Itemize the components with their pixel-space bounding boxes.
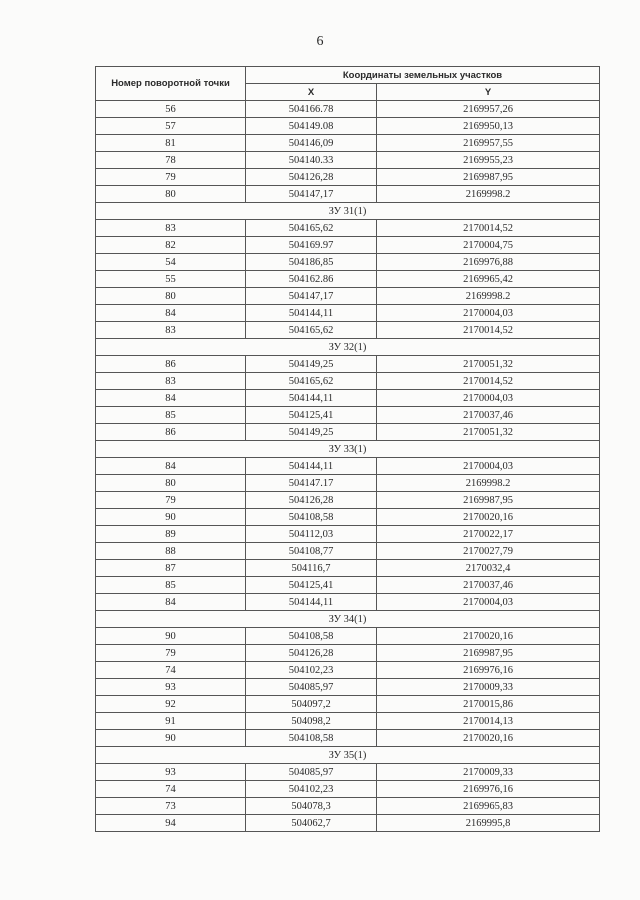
x-coordinate-cell: 504108,58 xyxy=(246,730,377,747)
y-coordinate-cell: 2169995,8 xyxy=(377,815,600,832)
x-coordinate-cell: 504149,25 xyxy=(246,424,377,441)
y-coordinate-cell: 2170027,79 xyxy=(377,543,600,560)
point-number-cell: 90 xyxy=(96,730,246,747)
x-coordinate-cell: 504078,3 xyxy=(246,798,377,815)
y-coordinate-cell: 2169955,23 xyxy=(377,152,600,169)
x-coordinate-cell: 504147,17 xyxy=(246,186,377,203)
y-column-header: Y xyxy=(377,84,600,101)
x-coordinate-cell: 504165,62 xyxy=(246,373,377,390)
table-row xyxy=(96,407,600,424)
y-coordinate-cell: 2170014,52 xyxy=(377,373,600,390)
y-coordinate-cell: 2170032,4 xyxy=(377,560,600,577)
x-coordinate-cell: 504085,97 xyxy=(246,679,377,696)
point-number-cell: 91 xyxy=(96,713,246,730)
point-number-cell: 79 xyxy=(96,169,246,186)
table-row xyxy=(96,577,600,594)
point-number-cell: 84 xyxy=(96,594,246,611)
table-row xyxy=(96,288,600,305)
y-coordinate-cell: 2170009,33 xyxy=(377,764,600,781)
point-number-cell: 89 xyxy=(96,526,246,543)
y-coordinate-cell: 2170004,03 xyxy=(377,458,600,475)
section-label: ЗУ 33(1) xyxy=(96,441,600,458)
point-number-cell: 80 xyxy=(96,186,246,203)
table-row xyxy=(96,509,600,526)
point-number-cell: 93 xyxy=(96,764,246,781)
section-row xyxy=(96,441,600,458)
y-coordinate-cell: 2169998.2 xyxy=(377,288,600,305)
y-coordinate-cell: 2170004,75 xyxy=(377,237,600,254)
table-row xyxy=(96,764,600,781)
x-coordinate-cell: 504140.33 xyxy=(246,152,377,169)
y-coordinate-cell: 2170004,03 xyxy=(377,305,600,322)
table-row xyxy=(96,679,600,696)
point-number-cell: 87 xyxy=(96,560,246,577)
table-row xyxy=(96,237,600,254)
section-label: ЗУ 32(1) xyxy=(96,339,600,356)
point-number-cell: 56 xyxy=(96,101,246,118)
x-coordinate-cell: 504147.17 xyxy=(246,475,377,492)
y-coordinate-cell: 2170009,33 xyxy=(377,679,600,696)
table-row xyxy=(96,543,600,560)
x-coordinate-cell: 504146,09 xyxy=(246,135,377,152)
y-coordinate-cell: 2170037,46 xyxy=(377,407,600,424)
y-coordinate-cell: 2169998.2 xyxy=(377,186,600,203)
x-coordinate-cell: 504126,28 xyxy=(246,492,377,509)
table-row xyxy=(96,492,600,509)
table-row xyxy=(96,322,600,339)
point-number-cell: 78 xyxy=(96,152,246,169)
x-coordinate-cell: 504165,62 xyxy=(246,220,377,237)
x-coordinate-cell: 504098,2 xyxy=(246,713,377,730)
x-coordinate-cell: 504162.86 xyxy=(246,271,377,288)
point-number-cell: 84 xyxy=(96,390,246,407)
table-header xyxy=(96,67,600,101)
x-coordinate-cell: 504126,28 xyxy=(246,169,377,186)
table-row xyxy=(96,696,600,713)
table-row xyxy=(96,662,600,679)
table-row xyxy=(96,390,600,407)
point-number-cell: 55 xyxy=(96,271,246,288)
table-row xyxy=(96,628,600,645)
x-coordinate-cell: 504149,25 xyxy=(246,356,377,373)
x-coordinate-cell: 504186,85 xyxy=(246,254,377,271)
x-coordinate-cell: 504062,7 xyxy=(246,815,377,832)
x-coordinate-cell: 504149.08 xyxy=(246,118,377,135)
point-number-cell: 79 xyxy=(96,492,246,509)
point-number-cell: 88 xyxy=(96,543,246,560)
y-coordinate-cell: 2169976,16 xyxy=(377,662,600,679)
y-coordinate-cell: 2169976,16 xyxy=(377,781,600,798)
x-coordinate-cell: 504125,41 xyxy=(246,407,377,424)
x-coordinate-cell: 504108,58 xyxy=(246,509,377,526)
x-coordinate-cell: 504108,77 xyxy=(246,543,377,560)
y-coordinate-cell: 2169965,42 xyxy=(377,271,600,288)
table-row xyxy=(96,798,600,815)
section-label: ЗУ 31(1) xyxy=(96,203,600,220)
y-coordinate-cell: 2169976,88 xyxy=(377,254,600,271)
y-coordinate-cell: 2170014,13 xyxy=(377,713,600,730)
table-row xyxy=(96,118,600,135)
y-coordinate-cell: 2169987,95 xyxy=(377,169,600,186)
y-coordinate-cell: 2170022,17 xyxy=(377,526,600,543)
x-coordinate-cell: 504144,11 xyxy=(246,594,377,611)
x-coordinate-cell: 504108,58 xyxy=(246,628,377,645)
table-row xyxy=(96,424,600,441)
table-row xyxy=(96,169,600,186)
x-coordinate-cell: 504144,11 xyxy=(246,305,377,322)
x-coordinate-cell: 504112,03 xyxy=(246,526,377,543)
x-coordinate-cell: 504102,23 xyxy=(246,781,377,798)
point-number-cell: 54 xyxy=(96,254,246,271)
y-coordinate-cell: 2170051,32 xyxy=(377,424,600,441)
x-coordinate-cell: 504165,62 xyxy=(246,322,377,339)
table-row xyxy=(96,373,600,390)
y-coordinate-cell: 2170014,52 xyxy=(377,322,600,339)
y-coordinate-cell: 2169950,13 xyxy=(377,118,600,135)
x-coordinate-cell: 504166.78 xyxy=(246,101,377,118)
x-coordinate-cell: 504085,97 xyxy=(246,764,377,781)
point-number-cell: 73 xyxy=(96,798,246,815)
y-coordinate-cell: 2170051,32 xyxy=(377,356,600,373)
table-row xyxy=(96,526,600,543)
point-number-cell: 74 xyxy=(96,781,246,798)
point-number-cell: 81 xyxy=(96,135,246,152)
point-number-header: Номер поворотной точки xyxy=(96,67,246,101)
point-number-cell: 83 xyxy=(96,373,246,390)
point-number-cell: 79 xyxy=(96,645,246,662)
table-row xyxy=(96,220,600,237)
point-number-cell: 94 xyxy=(96,815,246,832)
y-coordinate-cell: 2170037,46 xyxy=(377,577,600,594)
y-coordinate-cell: 2170020,16 xyxy=(377,730,600,747)
table-row xyxy=(96,186,600,203)
x-coordinate-cell: 504169.97 xyxy=(246,237,377,254)
x-coordinate-cell: 504147,17 xyxy=(246,288,377,305)
point-number-cell: 82 xyxy=(96,237,246,254)
table-row xyxy=(96,254,600,271)
point-number-cell: 86 xyxy=(96,424,246,441)
table-row xyxy=(96,645,600,662)
point-number-cell: 93 xyxy=(96,679,246,696)
point-number-cell: 90 xyxy=(96,628,246,645)
table-body xyxy=(96,101,600,832)
y-coordinate-cell: 2170020,16 xyxy=(377,628,600,645)
y-coordinate-cell: 2170014,52 xyxy=(377,220,600,237)
page-number: 6 xyxy=(316,34,324,49)
table-row xyxy=(96,305,600,322)
coordinates-header: Координаты земельных участков xyxy=(246,67,600,84)
point-number-cell: 74 xyxy=(96,662,246,679)
table-row xyxy=(96,152,600,169)
y-coordinate-cell: 2169957,26 xyxy=(377,101,600,118)
table-row xyxy=(96,730,600,747)
x-coordinate-cell: 504126,28 xyxy=(246,645,377,662)
section-row xyxy=(96,339,600,356)
section-row xyxy=(96,611,600,628)
x-coordinate-cell: 504144,11 xyxy=(246,390,377,407)
point-number-cell: 92 xyxy=(96,696,246,713)
point-number-cell: 90 xyxy=(96,509,246,526)
section-row xyxy=(96,747,600,764)
table-row xyxy=(96,475,600,492)
x-column-header: X xyxy=(246,84,377,101)
point-number-cell: 84 xyxy=(96,305,246,322)
point-number-cell: 80 xyxy=(96,288,246,305)
table-row xyxy=(96,781,600,798)
point-number-cell: 85 xyxy=(96,577,246,594)
x-coordinate-cell: 504116,7 xyxy=(246,560,377,577)
table-row xyxy=(96,560,600,577)
y-coordinate-cell: 2169965,83 xyxy=(377,798,600,815)
point-number-cell: 85 xyxy=(96,407,246,424)
point-number-cell: 83 xyxy=(96,322,246,339)
y-coordinate-cell: 2170004,03 xyxy=(377,390,600,407)
section-label: ЗУ 34(1) xyxy=(96,611,600,628)
point-number-cell: 84 xyxy=(96,458,246,475)
coordinates-table xyxy=(95,66,600,832)
x-coordinate-cell: 504125,41 xyxy=(246,577,377,594)
point-number-cell: 86 xyxy=(96,356,246,373)
y-coordinate-cell: 2169957,55 xyxy=(377,135,600,152)
table-row xyxy=(96,356,600,373)
y-coordinate-cell: 2169998.2 xyxy=(377,475,600,492)
y-coordinate-cell: 2170004,03 xyxy=(377,594,600,611)
point-number-cell: 80 xyxy=(96,475,246,492)
point-number-cell: 57 xyxy=(96,118,246,135)
section-label: ЗУ 35(1) xyxy=(96,747,600,764)
x-coordinate-cell: 504144,11 xyxy=(246,458,377,475)
y-coordinate-cell: 2170015,86 xyxy=(377,696,600,713)
table-row xyxy=(96,271,600,288)
y-coordinate-cell: 2169987,95 xyxy=(377,645,600,662)
table-row xyxy=(96,594,600,611)
x-coordinate-cell: 504097,2 xyxy=(246,696,377,713)
table-row xyxy=(96,815,600,832)
y-coordinate-cell: 2169987,95 xyxy=(377,492,600,509)
x-coordinate-cell: 504102,23 xyxy=(246,662,377,679)
table-row xyxy=(96,713,600,730)
table-row xyxy=(96,135,600,152)
section-row xyxy=(96,203,600,220)
y-coordinate-cell: 2170020,16 xyxy=(377,509,600,526)
point-number-cell: 83 xyxy=(96,220,246,237)
table-row xyxy=(96,458,600,475)
table-row xyxy=(96,101,600,118)
